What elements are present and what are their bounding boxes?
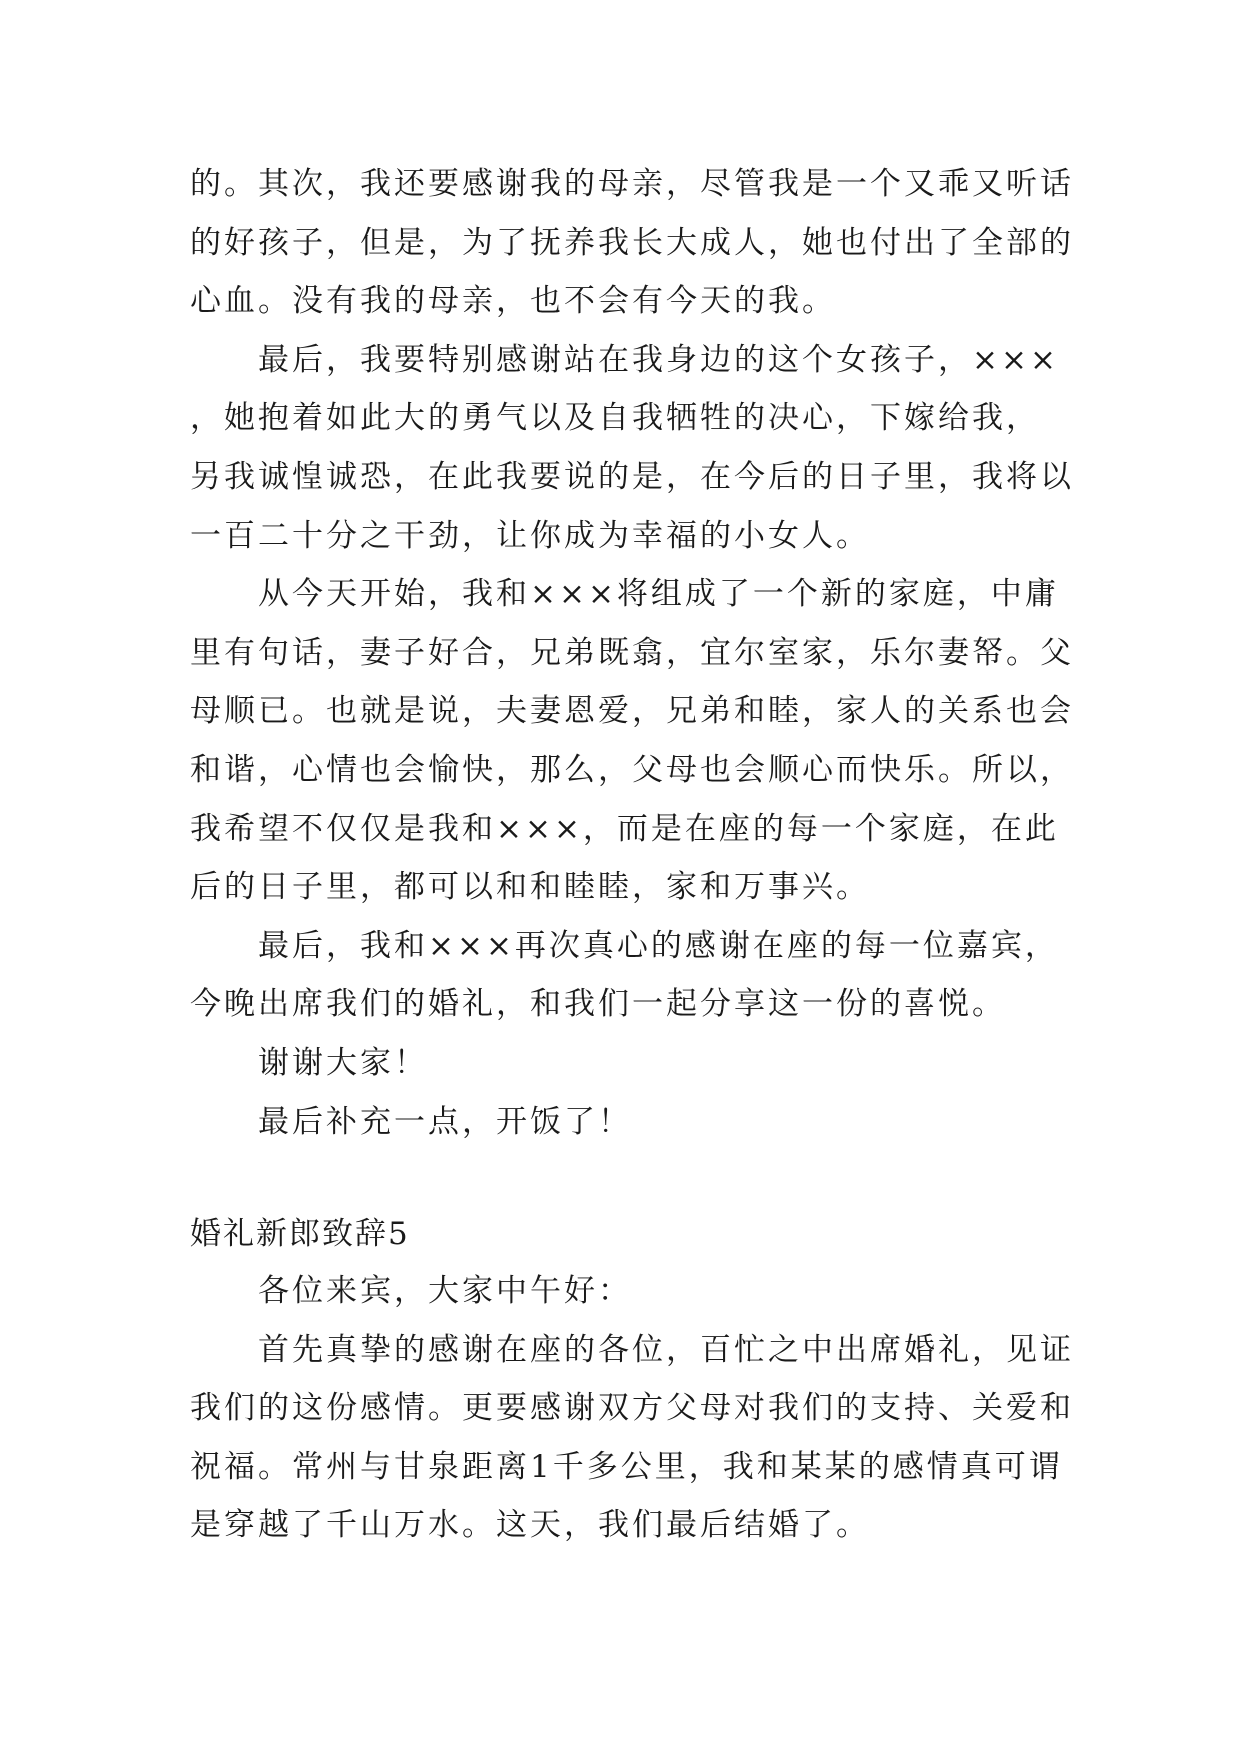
text-line: 各位来宾，大家中午好： xyxy=(258,1273,632,1309)
text-line: 我希望不仅仅是我和×××，而是在座的每一个家庭，在此 xyxy=(190,810,1059,847)
text-line: 最后，我要特别感谢站在我身边的这个女孩子，××× xyxy=(258,341,1059,378)
text-line: 我们的这份感情。更要感谢双方父母对我们的支持、关爱和 xyxy=(190,1390,1074,1427)
text-line: 最后，我和×××再次真心的感谢在座的每一位嘉宾， xyxy=(258,927,1059,964)
text-line: 母顺已。也就是说，夫妻恩爱，兄弟和睦，家人的关系也会 xyxy=(190,693,1074,730)
speech-body-continued xyxy=(190,155,1074,1151)
section-heading: 婚礼新郎致辞5 xyxy=(190,1216,410,1252)
text-line: 另我诚惶诚恐，在此我要说的是，在今后的日子里，我将以 xyxy=(190,458,1074,495)
text-line: 的。其次，我还要感谢我的母亲，尽管我是一个又乖又听话 xyxy=(190,166,1074,202)
text-line: 心血。没有我的母亲，也不会有今天的我。 xyxy=(190,283,836,320)
text-line: ，她抱着如此大的勇气以及自我牺牲的决心，下嫁给我， xyxy=(190,400,1040,437)
text-line: 是穿越了千山万水。这天，我们最后结婚了。 xyxy=(190,1507,870,1544)
text-line: 一百二十分之干劲，让你成为幸福的小女人。 xyxy=(190,517,870,554)
text-line: 谢谢大家！ xyxy=(258,1044,428,1081)
text-line: 今晚出席我们的婚礼，和我们一起分享这一份的喜悦。 xyxy=(190,986,1006,1023)
text-line: 最后补充一点，开饭了！ xyxy=(258,1103,632,1140)
text-line: 首先真挚的感谢在座的各位，百忙之中出席婚礼，见证 xyxy=(258,1331,1074,1368)
text-line: 里有句话，妻子好合，兄弟既翕，宜尔室家，乐尔妻帑。父 xyxy=(190,634,1074,671)
text-line: 后的日子里，都可以和和睦睦，家和万事兴。 xyxy=(190,869,870,906)
text-line: 祝福。常州与甘泉距离1千多公里，我和某某的感情真可谓 xyxy=(190,1448,1063,1485)
speech-body-5 xyxy=(190,1262,1074,1555)
text-line: 和谐，心情也会愉快，那么，父母也会顺心而快乐。所以， xyxy=(190,751,1074,788)
text-line: 从今天开始，我和×××将组成了一个新的家庭，中庸 xyxy=(258,576,1059,613)
text-line: 的好孩子，但是，为了抚养我长大成人，她也付出了全部的 xyxy=(190,224,1074,261)
